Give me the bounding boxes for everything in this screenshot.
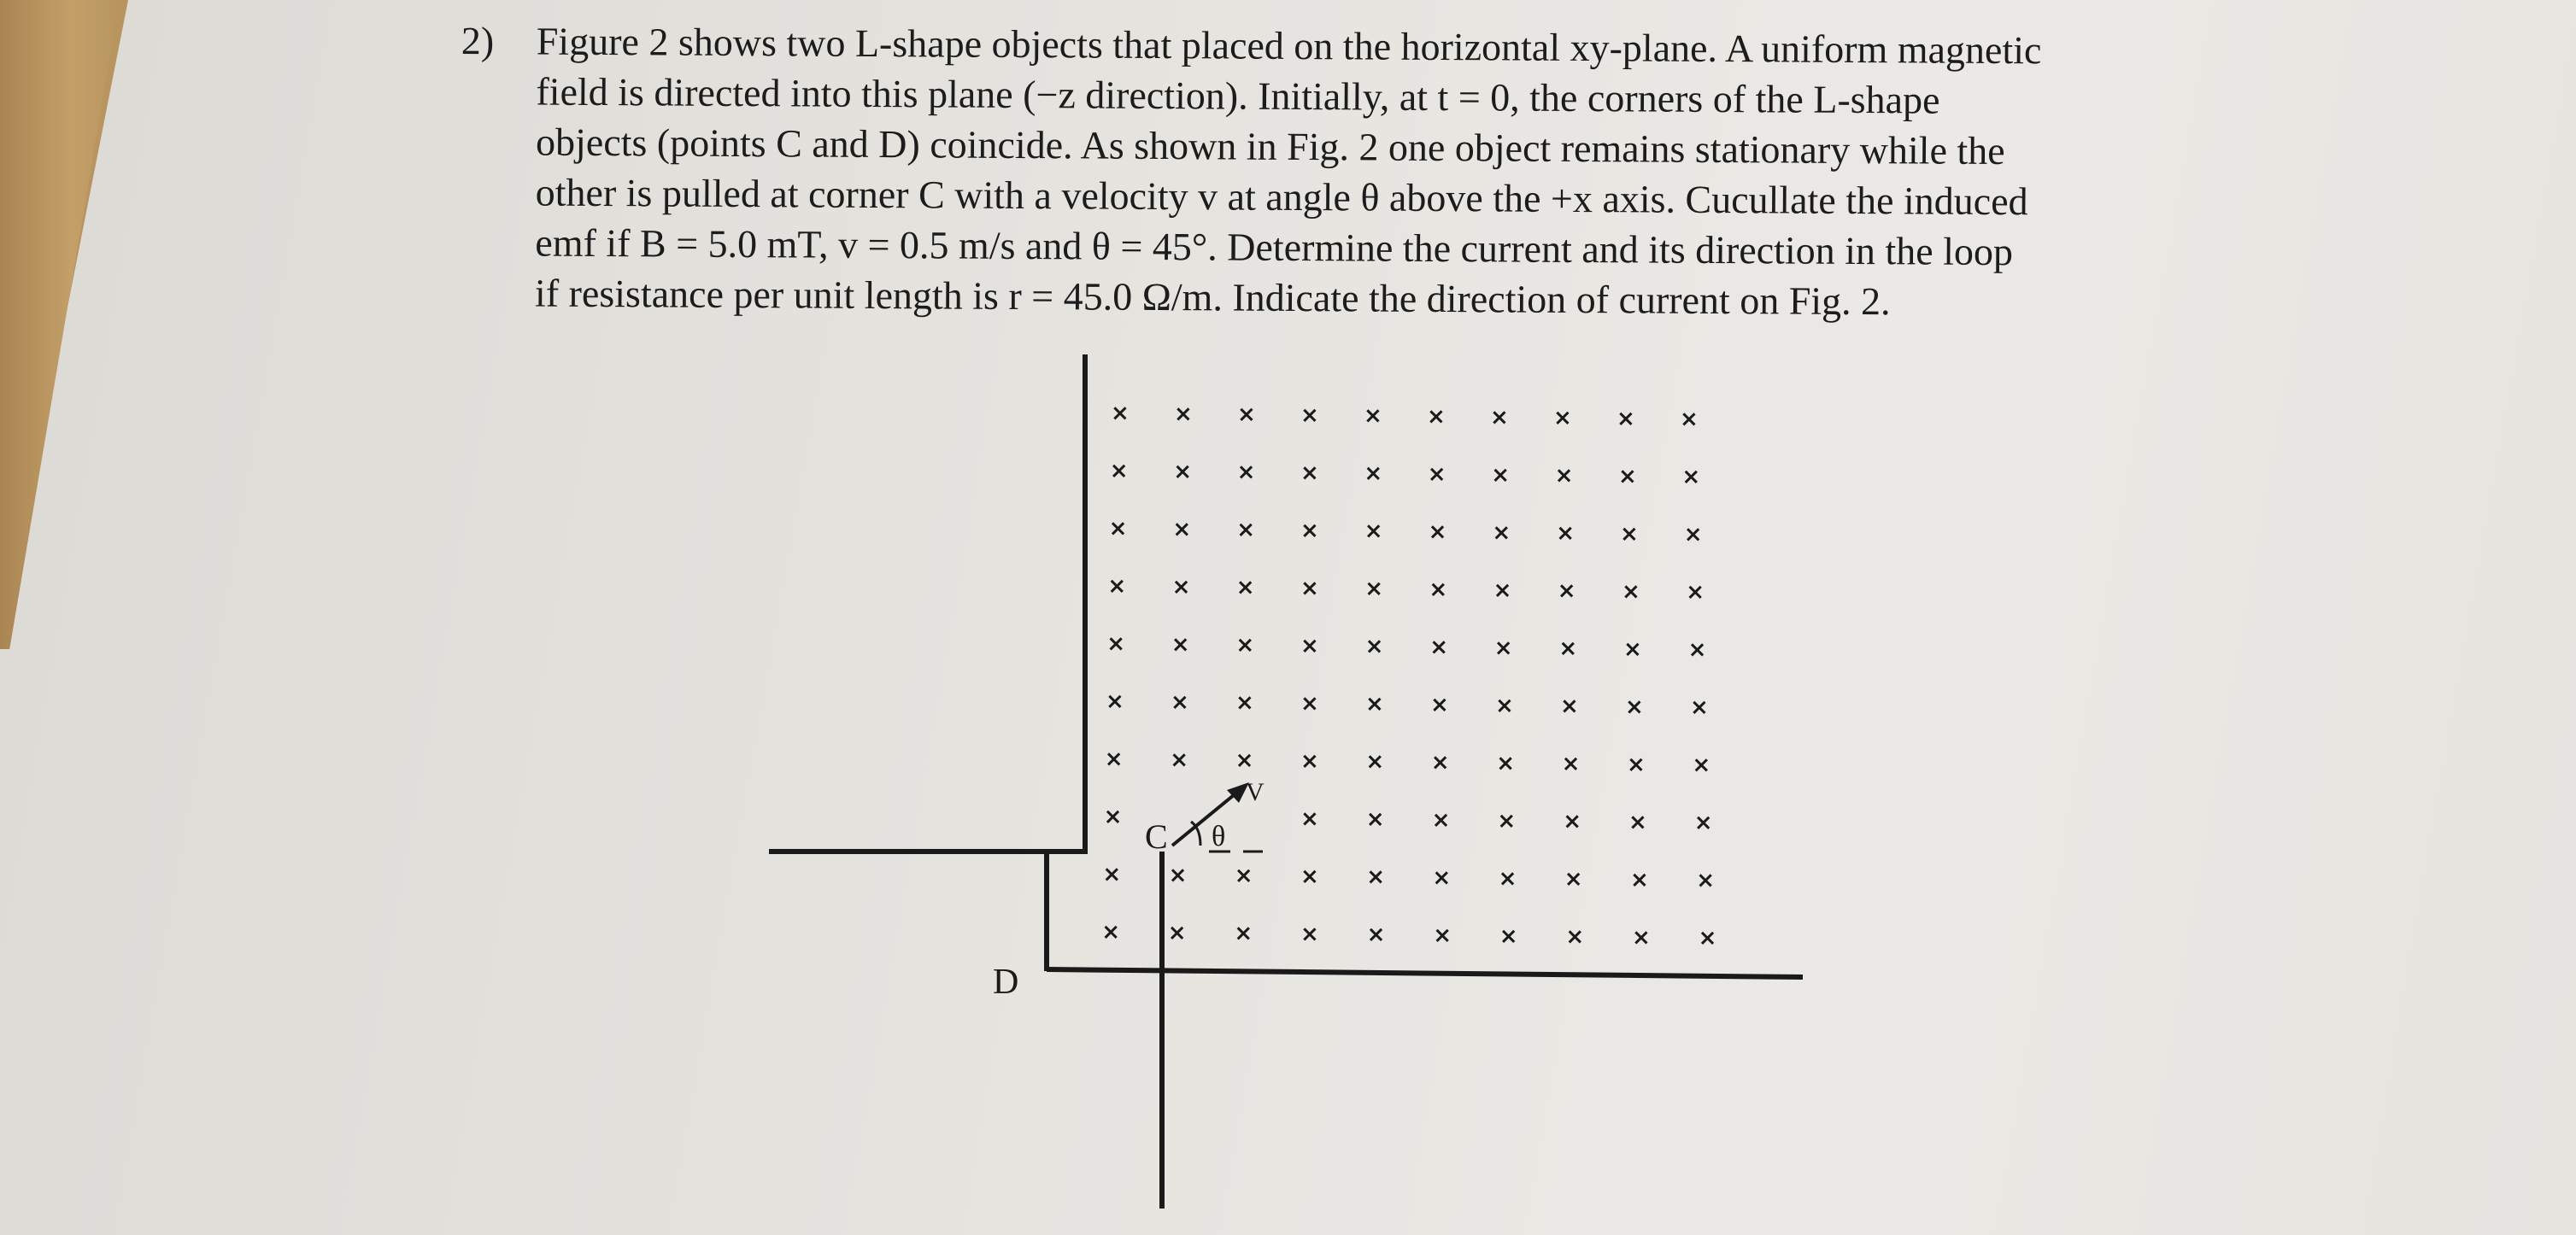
- field-x-mark: ×: [1687, 637, 1707, 664]
- field-x-mark: ×: [1237, 401, 1256, 428]
- field-x-mark: ×: [1681, 464, 1701, 490]
- field-x-mark: ×: [1109, 458, 1129, 484]
- field-x-mark: ×: [1565, 924, 1585, 951]
- field-x-mark: ×: [1236, 517, 1255, 543]
- field-x-mark: ×: [1108, 516, 1128, 541]
- field-x-mark: ×: [1564, 866, 1583, 893]
- problem-number: 2): [461, 18, 495, 63]
- field-x-mark: ×: [1698, 925, 1717, 951]
- field-x-mark: ×: [1617, 406, 1635, 432]
- field-x-mark: ×: [1493, 635, 1513, 661]
- field-x-mark: ×: [1497, 808, 1517, 834]
- field-x-mark: ×: [1690, 694, 1709, 721]
- field-x-mark: ×: [1628, 809, 1647, 835]
- field-x-mark: ×: [1300, 921, 1319, 947]
- field-x-mark: ×: [1171, 689, 1189, 716]
- field-x-mark: ×: [1558, 635, 1578, 662]
- field-x-mark: ×: [1623, 636, 1642, 663]
- field-x-mark: ×: [1174, 401, 1193, 427]
- label-v: V: [1246, 778, 1265, 806]
- field-x-mark: ×: [1429, 635, 1448, 660]
- field-x-mark: ×: [1300, 690, 1319, 717]
- field-x-mark: ×: [1300, 402, 1319, 429]
- field-x-mark: ×: [1170, 746, 1188, 773]
- problem-text: emf if B = 5.0 mT, v = 0.5 m/s and θ = 45°. Determine the current and its direction in the loop: [535, 220, 2014, 274]
- field-x-mark: ×: [1106, 631, 1125, 657]
- field-x-mark: ×: [1554, 463, 1574, 489]
- field-x-mark: ×: [1236, 459, 1256, 486]
- field-x-mark: ×: [1101, 919, 1120, 945]
- field-x-mark: ×: [1235, 747, 1254, 774]
- field-x-mark: ×: [1491, 462, 1510, 489]
- label-c: C: [1145, 817, 1168, 856]
- field-x-mark: ×: [1364, 518, 1383, 545]
- magnetic-field-grid: [1101, 401, 1716, 951]
- field-x-mark: ×: [1300, 518, 1319, 544]
- field-x-mark: ×: [1493, 577, 1512, 604]
- field-x-mark: ×: [1235, 690, 1254, 717]
- field-x-mark: ×: [1563, 809, 1581, 835]
- field-x-mark: ×: [1111, 401, 1130, 426]
- field-x-mark: ×: [1430, 750, 1450, 776]
- field-x-mark: ×: [1300, 805, 1319, 832]
- label-d: D: [993, 963, 1019, 1002]
- field-x-mark: ×: [1627, 752, 1646, 778]
- field-x-mark: ×: [1103, 804, 1123, 830]
- field-x-mark: ×: [1235, 575, 1255, 601]
- field-x-mark: ×: [1300, 575, 1319, 601]
- field-x-mark: ×: [1364, 634, 1384, 660]
- field-x-mark: ×: [1172, 516, 1192, 542]
- field-x-mark: ×: [1431, 807, 1451, 834]
- field-x-mark: ×: [1106, 688, 1124, 715]
- field-x-mark: ×: [1692, 752, 1711, 779]
- field-x-mark: ×: [1427, 404, 1446, 430]
- field-x-mark: ×: [1495, 693, 1514, 719]
- field-x-mark: ×: [1171, 631, 1190, 658]
- field-x-mark: ×: [1696, 868, 1715, 894]
- field-x-mark: ×: [1364, 576, 1383, 602]
- field-x-mark: ×: [1365, 691, 1384, 717]
- field-x-mark: ×: [1620, 521, 1639, 547]
- field-x-mark: ×: [1430, 692, 1449, 718]
- field-x-mark: ×: [1553, 405, 1572, 431]
- problem-text: Figure 2 shows two L-shape objects that placed on the horizontal xy-plane. A uniform magnetic: [536, 19, 2042, 73]
- field-x-mark: ×: [1107, 573, 1127, 600]
- field-x-mark: ×: [1622, 578, 1640, 605]
- field-x-mark: ×: [1365, 749, 1385, 776]
- field-x-mark: ×: [1173, 459, 1192, 485]
- problem-text: objects (points C and D) coincide. As shown in Fig. 2 one object remains stationary while the: [535, 120, 2005, 173]
- field-x-mark: ×: [1560, 694, 1579, 720]
- field-x-mark: ×: [1168, 862, 1188, 888]
- field-x-mark: ×: [1499, 923, 1518, 950]
- field-x-mark: ×: [1680, 407, 1699, 433]
- field-x-mark: ×: [1104, 746, 1124, 772]
- field-x-mark: ×: [1300, 633, 1319, 659]
- field-x-mark: ×: [1557, 578, 1576, 605]
- field-x-mark: ×: [1498, 865, 1517, 892]
- field-x-mark: ×: [1429, 577, 1448, 603]
- field-x-mark: ×: [1556, 520, 1575, 547]
- field-x-mark: ×: [1300, 748, 1319, 775]
- field-x-mark: ×: [1618, 463, 1637, 489]
- field-x-mark: ×: [1364, 403, 1382, 430]
- field-x-mark: ×: [1102, 862, 1122, 887]
- velocity-arrow-shaft: [1172, 791, 1239, 846]
- field-x-mark: ×: [1632, 924, 1651, 951]
- field-x-mark: ×: [1561, 751, 1581, 777]
- field-x-mark: ×: [1235, 632, 1255, 658]
- field-x-mark: ×: [1490, 404, 1509, 430]
- field-x-mark: ×: [1171, 574, 1191, 600]
- field-x-mark: ×: [1364, 460, 1383, 487]
- field-x-mark: ×: [1433, 922, 1452, 949]
- field-x-mark: ×: [1683, 522, 1703, 548]
- field-x-mark: ×: [1300, 459, 1319, 486]
- field-x-mark: ×: [1492, 519, 1511, 546]
- field-x-mark: ×: [1432, 865, 1452, 891]
- field-x-mark: ×: [1428, 519, 1447, 545]
- field-x-mark: ×: [1686, 579, 1705, 606]
- field-x-mark: ×: [1167, 920, 1187, 946]
- field-x-mark: ×: [1625, 694, 1644, 720]
- problem-text: other is pulled at corner C with a velocity v at angle θ above the +x axis. Cucullate the induced: [535, 170, 2028, 224]
- field-x-mark: ×: [1365, 806, 1385, 833]
- problem-text: field is directed into this plane (−z direction). Initially, at t = 0, the corners of the L-shape: [536, 69, 1940, 122]
- problem-text: if resistance per unit length is r = 45.0 Ω/m. Indicate the direction of current on Fig. 2.: [534, 271, 1891, 324]
- field-x-mark: ×: [1496, 750, 1515, 776]
- field-x-mark: ×: [1234, 863, 1253, 889]
- field-x-mark: ×: [1427, 461, 1446, 488]
- field-x-mark: ×: [1630, 867, 1649, 893]
- field-x-mark: ×: [1234, 921, 1253, 947]
- label-theta: θ: [1212, 821, 1226, 852]
- field-x-mark: ×: [1366, 922, 1386, 948]
- field-x-mark: ×: [1300, 863, 1319, 890]
- field-x-mark: ×: [1366, 864, 1385, 891]
- field-x-mark: ×: [1693, 810, 1713, 836]
